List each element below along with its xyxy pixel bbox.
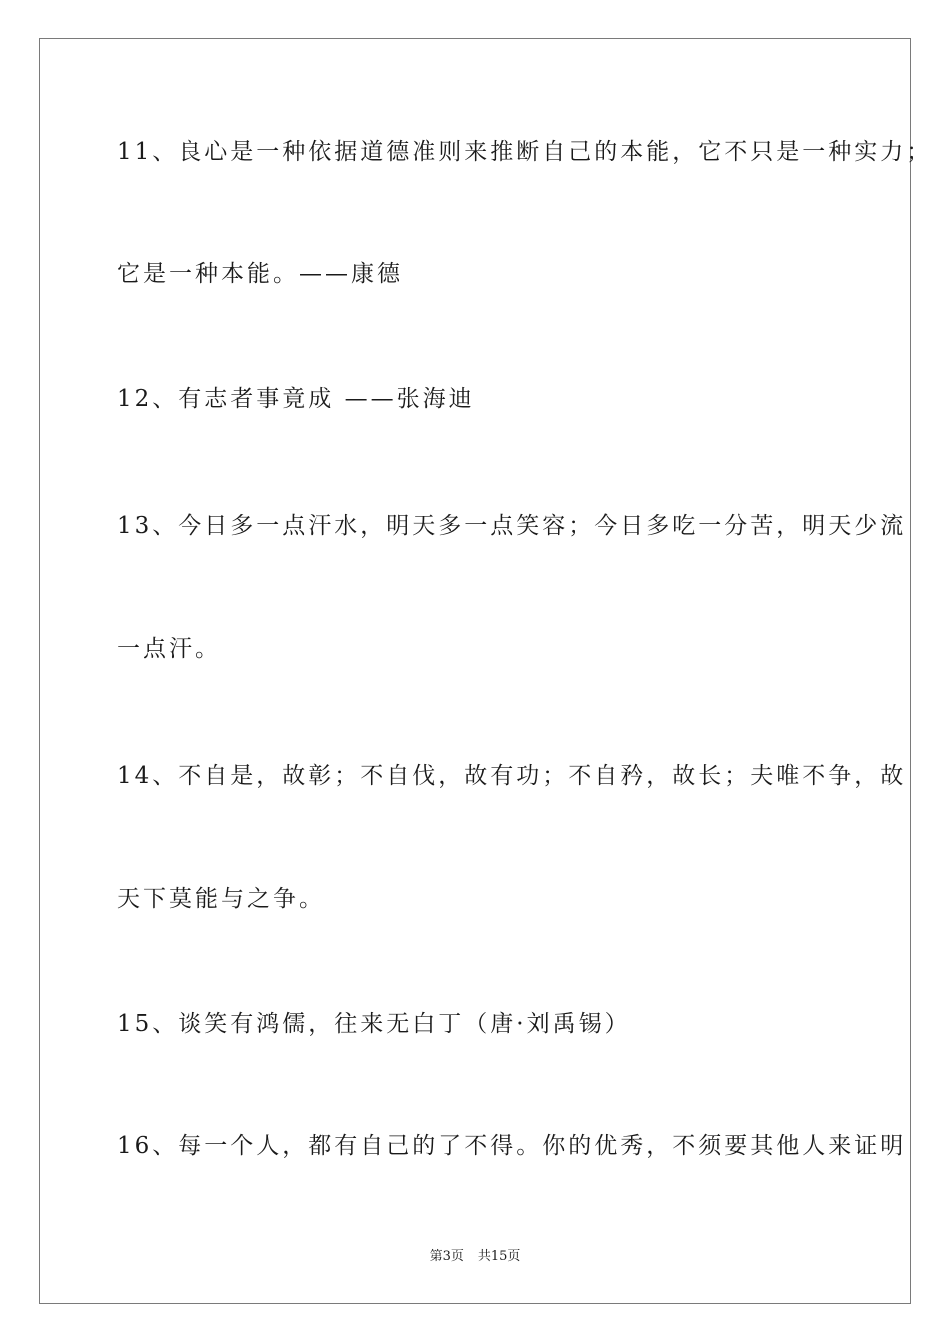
page-total: 共15页 <box>477 1249 521 1264</box>
page-footer <box>0 1247 950 1267</box>
page-number: 第3页 <box>429 1249 464 1264</box>
text-line-9: 16、每一个人，都有自己的了不得。你的优秀，不须要其他人来证明 <box>117 1133 907 1159</box>
page-border <box>39 38 911 1304</box>
text-line-2: 它是一种本能。——康德 <box>117 261 403 287</box>
text-line-7: 天下莫能与之争。 <box>117 886 325 912</box>
text-line-6: 14、不自是，故彰；不自伐，故有功；不自矜，故长；夫唯不争，故 <box>117 763 907 789</box>
text-line-1: 11、良心是一种依据道德准则来推断自己的本能，它不只是一种实力； <box>117 139 933 165</box>
text-line-3: 12、有志者事竟成 ——张海迪 <box>117 386 475 412</box>
text-line-8: 15、谈笑有鸿儒，往来无白丁（唐·刘禹锡） <box>117 1011 631 1037</box>
text-line-4: 13、今日多一点汗水，明天多一点笑容；今日多吃一分苦，明天少流 <box>117 513 907 539</box>
text-line-5: 一点汗。 <box>117 636 221 662</box>
